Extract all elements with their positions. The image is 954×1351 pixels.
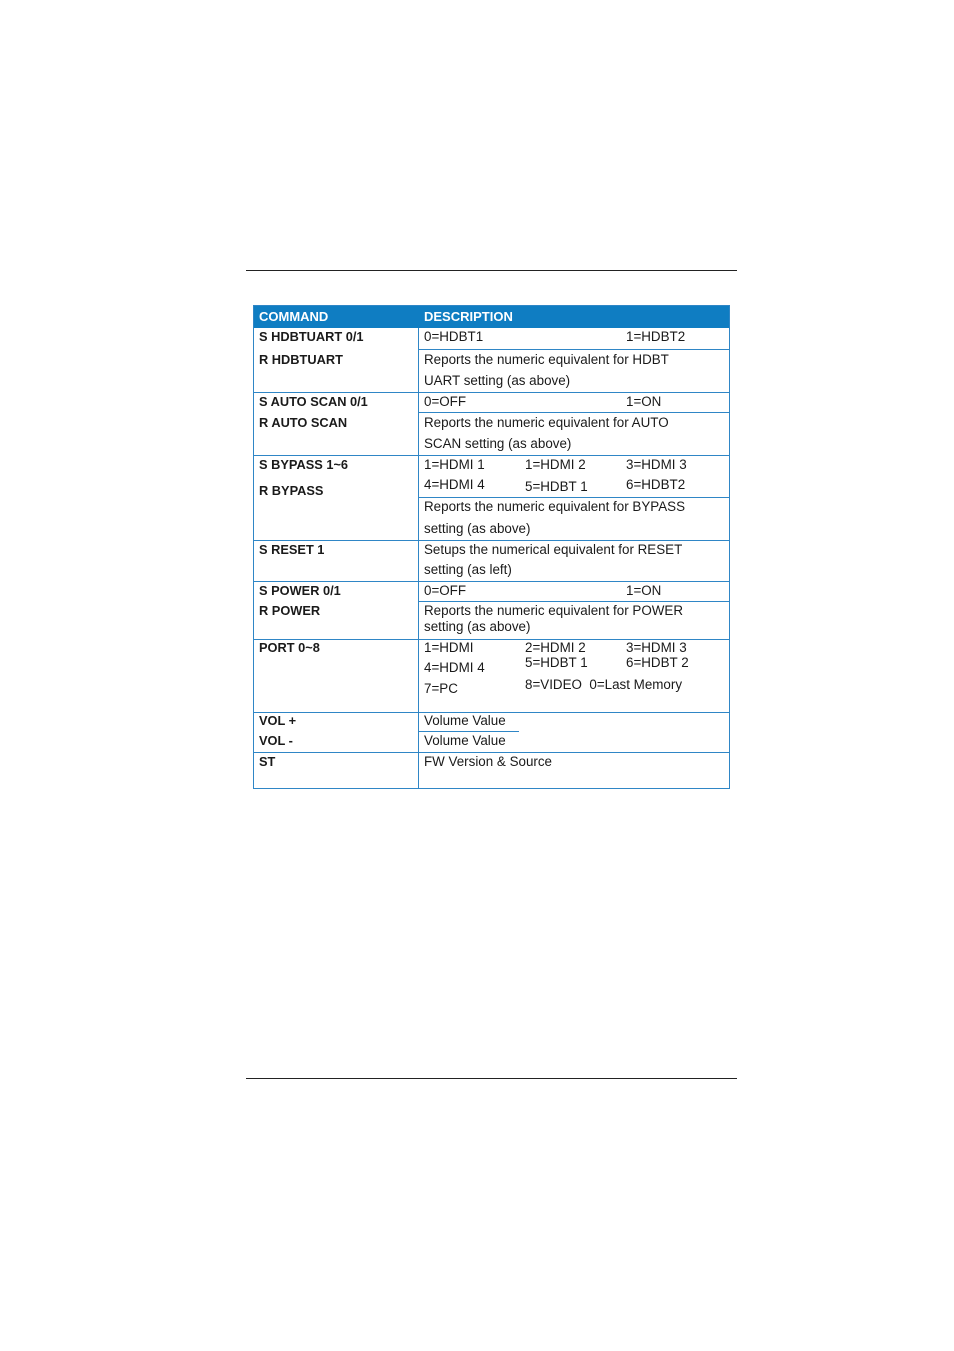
inner-divider [418, 497, 729, 498]
command-cell: PORT 0~8 [259, 640, 320, 655]
description-cell: Reports the numeric equivalent for BYPASS [424, 499, 685, 514]
header-command: COMMAND [259, 309, 329, 324]
description-cell: UART setting (as above) [424, 373, 571, 388]
option-cell: 5=HDBT 1 [525, 479, 588, 494]
command-cell: S RESET 1 [259, 542, 325, 557]
command-table [253, 305, 730, 789]
option-cell: 1=HDBT2 [626, 329, 686, 344]
option-cell: 3=HDMI 3 [626, 640, 687, 655]
inner-divider [418, 412, 729, 413]
table-header [254, 306, 729, 328]
option-cell: 0=OFF [424, 394, 467, 409]
row-divider [254, 540, 729, 541]
command-cell: R AUTO SCAN [259, 415, 348, 430]
option-cell: 4=HDMI 4 [424, 660, 485, 675]
description-cell: Reports the numeric equivalent for HDBT [424, 352, 669, 367]
option-cell: 1=HDMI [424, 640, 474, 655]
option-cell: 1=HDMI 1 [424, 457, 485, 472]
column-divider [418, 328, 419, 788]
command-cell: ST [259, 754, 276, 769]
description-cell: FW Version & Source [424, 754, 553, 769]
option-cell: 2=HDMI 2 [525, 640, 586, 655]
option-cell: 6=HDBT 2 [626, 655, 689, 670]
option-cell: 1=ON [626, 394, 662, 409]
inner-divider [418, 731, 519, 732]
command-cell: VOL + [259, 713, 297, 728]
command-cell: S HDBTUART 0/1 [259, 329, 364, 344]
option-cell: 7=PC [424, 681, 458, 696]
option-cell: 1=HDMI 2 [525, 457, 586, 472]
description-cell: Volume Value [424, 713, 506, 728]
description-cell: setting (as left) [424, 562, 512, 577]
description-cell: setting (as above) [424, 619, 531, 634]
inner-divider [418, 349, 729, 350]
description-cell: Volume Value [424, 733, 506, 748]
command-cell: VOL - [259, 733, 293, 748]
row-divider [254, 455, 729, 456]
row-divider [254, 392, 729, 393]
option-cell: 0=HDBT1 [424, 329, 484, 344]
description-cell: Setups the numerical equivalent for RESET [424, 542, 683, 557]
option-cell: 4=HDMI 4 [424, 477, 485, 492]
command-cell: R POWER [259, 603, 321, 618]
row-divider [254, 581, 729, 582]
command-cell: R BYPASS [259, 483, 324, 498]
option-cell: 5=HDBT 1 [525, 655, 588, 670]
description-cell: Reports the numeric equivalent for POWER [424, 603, 683, 618]
option-cell: 1=ON [626, 583, 662, 598]
command-cell: R HDBTUART [259, 352, 343, 367]
row-divider [254, 752, 729, 753]
option-cell: 3=HDMI 3 [626, 457, 687, 472]
description-cell: setting (as above) [424, 521, 531, 536]
header-description: DESCRIPTION [424, 309, 513, 324]
bottom-rule [246, 1078, 737, 1079]
description-cell: Reports the numeric equivalent for AUTO [424, 415, 669, 430]
command-cell: S AUTO SCAN 0/1 [259, 394, 368, 409]
command-cell: S BYPASS 1~6 [259, 457, 349, 472]
description-cell: SCAN setting (as above) [424, 436, 572, 451]
option-cell: 6=HDBT2 [626, 477, 686, 492]
option-cell: 8=VIDEO 0=Last Memory [525, 677, 683, 692]
command-cell: S POWER 0/1 [259, 583, 341, 598]
option-cell: 0=OFF [424, 583, 467, 598]
inner-divider [418, 601, 729, 602]
top-rule [246, 270, 737, 271]
